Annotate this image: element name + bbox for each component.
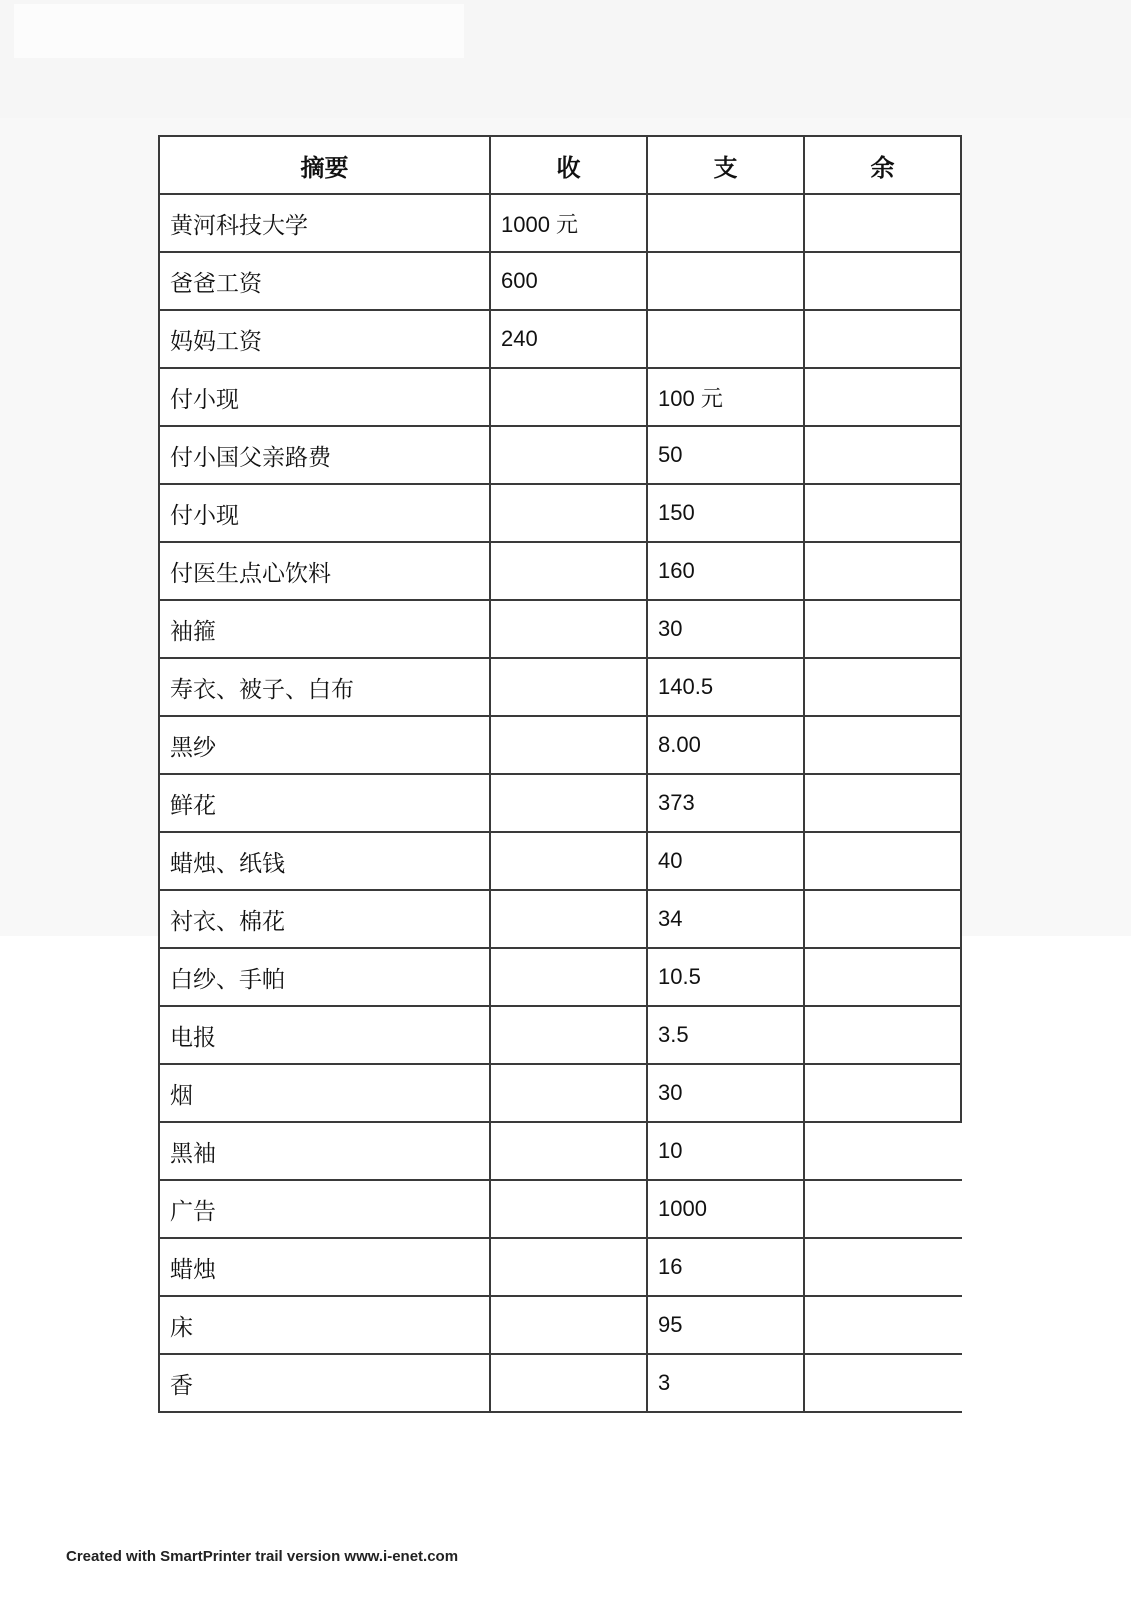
row-expense: 40 (647, 832, 804, 890)
row-income (490, 832, 647, 890)
header-expense: 支 (647, 136, 804, 194)
table-row (159, 774, 961, 832)
row-income (490, 542, 647, 600)
table-row (159, 194, 961, 252)
row-balance (804, 1064, 961, 1122)
row-income (490, 1238, 647, 1296)
row-expense (647, 252, 804, 310)
table-row (159, 890, 961, 948)
table-row (159, 1180, 961, 1238)
row-summary: 付小现 (159, 368, 490, 426)
row-expense: 100 元 (647, 368, 804, 426)
row-balance (804, 542, 961, 600)
row-summary: 衬衣、棉花 (159, 890, 490, 948)
table-row (159, 484, 961, 542)
row-summary: 妈妈工资 (159, 310, 490, 368)
row-income (490, 1006, 647, 1064)
row-balance (804, 1122, 961, 1180)
row-expense: 373 (647, 774, 804, 832)
row-summary: 付小国父亲路费 (159, 426, 490, 484)
row-expense: 95 (647, 1296, 804, 1354)
row-balance (804, 774, 961, 832)
row-balance (804, 252, 961, 310)
row-balance (804, 484, 961, 542)
row-summary: 付医生点心饮料 (159, 542, 490, 600)
row-balance (804, 832, 961, 890)
row-expense: 3 (647, 1354, 804, 1412)
row-income (490, 658, 647, 716)
table-row (159, 948, 961, 1006)
row-balance (804, 1354, 961, 1412)
row-summary: 鲜花 (159, 774, 490, 832)
row-income: 240 (490, 310, 647, 368)
row-income (490, 774, 647, 832)
table-row (159, 600, 961, 658)
row-income (490, 368, 647, 426)
row-balance (804, 716, 961, 774)
row-expense: 30 (647, 600, 804, 658)
table-row (159, 310, 961, 368)
row-balance (804, 1006, 961, 1064)
table-row (159, 252, 961, 310)
row-summary: 白纱、手帕 (159, 948, 490, 1006)
row-summary: 烟 (159, 1064, 490, 1122)
row-summary: 付小现 (159, 484, 490, 542)
row-balance (804, 1238, 961, 1296)
table-row (159, 1238, 961, 1296)
row-expense (647, 194, 804, 252)
row-income (490, 426, 647, 484)
row-summary: 寿衣、被子、白布 (159, 658, 490, 716)
header-balance: 余 (804, 136, 961, 194)
table-row (159, 1006, 961, 1064)
row-summary: 电报 (159, 1006, 490, 1064)
watermark-footer: Created with SmartPrinter trail version www.i-enet.com (66, 1548, 459, 1565)
row-income (490, 890, 647, 948)
scan-shading (14, 4, 464, 58)
row-expense (647, 310, 804, 368)
table-row (159, 368, 961, 426)
row-expense: 34 (647, 890, 804, 948)
row-balance (804, 948, 961, 1006)
header-summary: 摘要 (159, 136, 490, 194)
table-row (159, 832, 961, 890)
row-income (490, 484, 647, 542)
row-income (490, 600, 647, 658)
row-balance (804, 600, 961, 658)
row-balance (804, 1180, 961, 1238)
header-income: 收 (490, 136, 647, 194)
table-row (159, 1354, 961, 1412)
row-expense: 1000 (647, 1180, 804, 1238)
row-income (490, 1180, 647, 1238)
table-row (159, 1122, 961, 1180)
row-income: 600 (490, 252, 647, 310)
row-income: 1000 元 (490, 194, 647, 252)
row-balance (804, 426, 961, 484)
row-expense: 160 (647, 542, 804, 600)
table-row (159, 716, 961, 774)
row-balance (804, 1296, 961, 1354)
row-summary: 黑纱 (159, 716, 490, 774)
row-summary: 蜡烛、纸钱 (159, 832, 490, 890)
row-expense: 150 (647, 484, 804, 542)
row-summary: 袖箍 (159, 600, 490, 658)
row-income (490, 1354, 647, 1412)
row-summary: 广告 (159, 1180, 490, 1238)
row-expense: 50 (647, 426, 804, 484)
table-row (159, 1296, 961, 1354)
row-summary: 爸爸工资 (159, 252, 490, 310)
ledger-table (158, 135, 962, 1413)
row-income (490, 716, 647, 774)
row-expense: 8.00 (647, 716, 804, 774)
row-income (490, 948, 647, 1006)
row-balance (804, 194, 961, 252)
row-summary: 蜡烛 (159, 1238, 490, 1296)
row-balance (804, 658, 961, 716)
row-expense: 30 (647, 1064, 804, 1122)
row-income (490, 1064, 647, 1122)
row-summary: 黑袖 (159, 1122, 490, 1180)
row-expense: 10 (647, 1122, 804, 1180)
row-summary: 黄河科技大学 (159, 194, 490, 252)
table-row (159, 658, 961, 716)
row-income (490, 1296, 647, 1354)
row-balance (804, 368, 961, 426)
row-income (490, 1122, 647, 1180)
row-balance (804, 890, 961, 948)
table-row (159, 426, 961, 484)
ledger-body (159, 194, 961, 1412)
table-row (159, 1064, 961, 1122)
row-summary: 香 (159, 1354, 490, 1412)
row-expense: 10.5 (647, 948, 804, 1006)
row-summary: 床 (159, 1296, 490, 1354)
table-row (159, 542, 961, 600)
row-balance (804, 310, 961, 368)
header-row (159, 136, 961, 194)
row-expense: 3.5 (647, 1006, 804, 1064)
row-expense: 140.5 (647, 658, 804, 716)
row-expense: 16 (647, 1238, 804, 1296)
